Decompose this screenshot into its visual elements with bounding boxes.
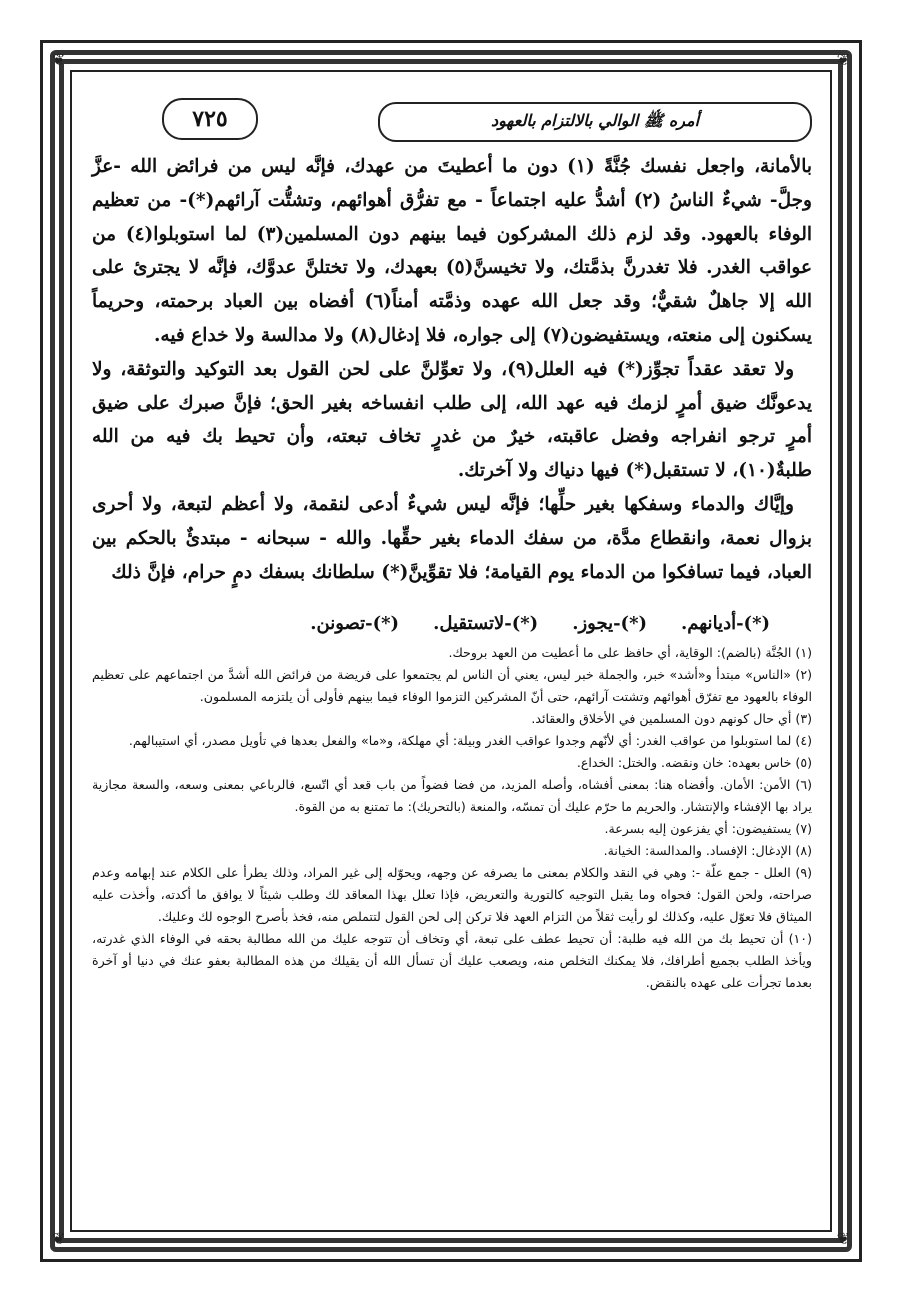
footnote: (٧) يستفيضون: أي يفزعون إليه بسرعة.	[604, 821, 812, 837]
body-paragraph: وإيَّاك والدماء وسفكها بغير حلِّها؛ فإنَّه ليس شيءٌ أدعى لنقمة، ولا أعظم لتبعة، ولا أحرى بزوال نعمة، وانقطاع مدَّة، من سفك الدماء بغير حقِّها. والله - سبحانه - مبتدئٌ بالحكم بين العباد، فيما تسافكوا من الدماء يوم القيامة؛ فلا تقوِّينَّ(*) سلطانك بسفك دمٍ حرام، فإنَّ ذلك	[92, 493, 812, 583]
body-paragraph: بالأمانة، واجعل نفسك جُنَّةً (١) دون ما أعطيتَ من عهدك، فإنَّه ليس من فرائض الله -عزَّ وجلَّ- شيءٌ الناسُ (٢) أشدُّ عليه اجتماعاً - مع تفرُّق أهوائهم، وتشتُّت آرائهم(*)- من تعظيم الوفاء بالعهود. وقد لزم ذلك المشركون فيما بينهم دون المسلمين(٣) لما استوبلوا(٤) من عواقب الغدر. فلا تغدرنَّ بذمَّتك، ولا تخيسنَّ(٥) بعهدك، ولا تختلنَّ عدوَّك، فإنَّه لا يجترئ على الله إلا جاهلٌ شقيٌّ؛ وقد جعل الله عهده وذمَّته أمناً(٦) أفضاه بين العباد برحمته، وحريماً يسكنون إلى منعته، ويستفيضون(٧) إلى جواره، فلا إدغال(٨) ولا مدالسة ولا خداع فيه.	[92, 156, 813, 346]
running-head: أمره ﷺ الوالي بالالتزام بالعهود	[378, 102, 812, 142]
text-variants	[92, 613, 770, 634]
body-paragraph: ولا تعقد عقداً تجوِّز(*) فيه العلل(٩)، ولا تعوِّلنَّ على لحن القول بعد التوكيد والتوثقة، ولا يدعونَّك ضيق أمرٍ لزمك فيه عهد الله، إلى طلب انفساخه بغير الحق؛ فإنَّ صبرك على ضيق أمرٍ ترجو انفراجه وفضل عاقبته، خيرٌ من غدرٍ تخاف تبعته، وأن تحيط بك فيه من الله طلبةٌ(١٠)، لا تستقبل(*) فيها دنياك ولا آخرتك.	[92, 358, 812, 482]
corner-ornament-icon: ❦	[52, 1229, 66, 1248]
variant-note: (*)-تصونن.	[310, 613, 400, 635]
footnote: (٣) أي حال كونهم دون المسلمين في الأخلاق والعقائد.	[531, 711, 812, 727]
corner-ornament-icon: ❦	[836, 1229, 850, 1248]
corner-ornament-icon: ❦	[52, 50, 66, 69]
footnote: (٤) لما استوبلوا من عواقب الغدر: أي لأنّهم وجدوا عواقب الغدر وبيلة: أي مهلكة، و«ما» والفعل بعدها في تأويل مصدر، أي استيبالهم.	[128, 733, 812, 749]
corner-ornament-icon: ❦	[836, 50, 850, 69]
variant-note: (*)-أديانهم.	[681, 613, 770, 635]
main-text	[92, 150, 812, 589]
footnote: (٦) الأمن: الأمان. وأفضاه هنا: بمعنى أفشاه، وأصله المزيد، من فضا فضواً من باب قعد أي اتّسع، فالرباعي بمعنى وسعه، والسعة مجازية يراد بها الإفشاء والإنتشار. والحريم ما حرّم عليك أن تمسّه، والمنعة (بالتحريك): ما تمتنع به من القوة.	[92, 777, 812, 815]
footnote: (٢) «الناس» مبتدأ و«أشد» خبر، والجملة خبر ليس، يعني أن الناس لم يجتمعوا على فريضة من فرائض الله أشدَّ من اجتماعهم على تعظيم الوفاء بالعهود مع تفرّق أهوائهم وتشتت آرائهم، حتى أنّ المشركين التزموا الوفاء فيما بينهم فأولى أن يلتزمه المسلمون.	[92, 667, 812, 705]
footnote: (١) الجُنَّة (بالضم): الوقاية، أي حافظ على ما أعطيت من العهد بروحك.	[448, 645, 812, 661]
footnote: (٩) العلل - جمع علّة -: وهي في النقد والكلام بمعنى ما يصرفه عن وجهه، ويحوّله إلى غير المراد، وذلك يطرأ على الكلام عند إبهامه وعدم صراحته، ولحن القول: فحواه وما يقبل التوجيه كالتورية والتعريض، فإذا تعلل بهذا المعاقد لك وطلب شيئاً لا يوافق ما أكدته، وأخذت عليه الميثاق فلا تعوّل عليه، وكذلك لو رأيت ثقلاً من التزام العهد فلا تركن إلى لحن القول لتتملص منه، فخذ بأصرح الوجوه لك وعليك.	[92, 865, 812, 925]
variant-note: (*)-يجوز.	[572, 613, 648, 635]
page-header	[92, 92, 812, 144]
footnote: (٥) خاس بعهده: خان ونقضه. والختل: الخداع.	[576, 755, 812, 771]
page-number: ٧٢٥	[162, 98, 258, 140]
footnotes	[92, 642, 812, 994]
footnote: (٨) الإدغال: الإفساد. والمدالسة: الخيانة.	[603, 843, 812, 859]
footnote: (١٠) أن تحيط بك من الله فيه طلبة: أن تحيط عطف على تبعة، أي وتخاف أن تتوجه عليك من الله مطالبة بحقه في الوفاء الذي غدرته، ويأخذ الطلب بجميع أطرافك، فلا يمكنك التخلص منه، ويصعب عليك أن تسأل الله أن يقيلك من هذه المطالبة بعفو عنك في دنيا أو آخرة بعدما تجرأت على عهده بالنقض.	[92, 931, 812, 991]
variant-note: (*)-لاتستقيل.	[433, 613, 539, 635]
page-content	[92, 92, 812, 1217]
